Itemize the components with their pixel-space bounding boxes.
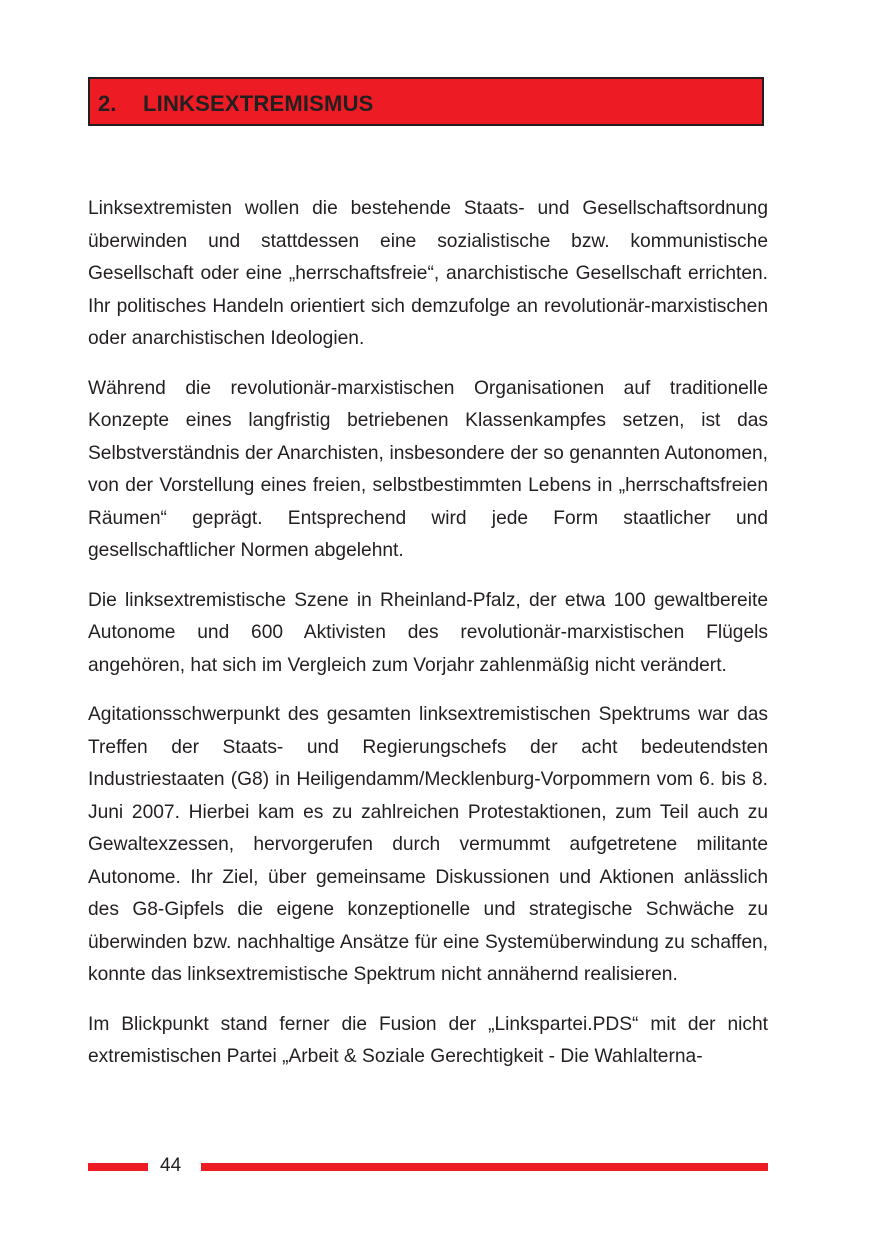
body-text xyxy=(88,193,768,1091)
paragraph-1: Linksextremisten wollen die bestehende Staats- und Gesellschaftsordnung überwinden und stattdessen eine sozialistische bzw. kommunistische Gesellschaft oder eine „herrschaftsfreie“, anarchistische Gesellschaft errichten. Ihr politisches Handeln orientiert sich demzufolge an revolutionär-marxistischen oder anarchistischen Ideologien. xyxy=(88,198,768,349)
chapter-heading xyxy=(88,77,764,126)
footer-bar-left xyxy=(88,1163,148,1171)
page-number: 44 xyxy=(160,1155,182,1176)
chapter-number: 2. xyxy=(98,91,117,116)
footer-bar-right xyxy=(201,1163,768,1171)
chapter-title: LINKSEXTREMISMUS xyxy=(143,91,374,116)
paragraph-5: Im Blickpunkt stand ferner die Fusion der „Linkspartei.PDS“ mit der nicht extremistischen Partei „Arbeit & Soziale Gerechtigkeit - Die Wahlalterna- xyxy=(88,1013,768,1067)
paragraph-3: Die linksextremistische Szene in Rheinland-Pfalz, der etwa 100 gewaltbereite Autonome und 600 Aktivisten des revolutionär-marxistischen Flügels angehören, hat sich im Vergleich zum Vorjahr zahlenmäßig nicht verändert. xyxy=(88,589,768,676)
paragraph-2: Während die revolutionär-marxistischen Organisationen auf traditionelle Konzepte eines langfristig betriebenen Klassenkampfes setzen, ist das Selbstverständnis der Anarchisten, insbesondere der so genannten Autonomen, von der Vorstellung eines freien, selbstbestimmten Lebens in „herrschaftsfreien Räumen“ geprägt. Entsprechend wird jede Form staatlicher und gesellschaftlicher Normen abgelehnt. xyxy=(88,377,768,561)
paragraph-4: Agitationsschwerpunkt des gesamten linksextremistischen Spektrums war das Treffen der Staats- und Regierungschefs der acht bedeutendsten Industriestaaten (G8) in Heiligendamm/Mecklenburg-Vorpommern vom 6. bis 8. Juni 2007. Hierbei kam es zu zahlreichen Protestaktionen, zum Teil auch zu Gewaltexzessen, hervorgerufen durch vermummt aufgetretene militante Autonome. Ihr Ziel, über gemeinsame Diskussionen und Aktionen anlässlich des G8-Gipfels die eigene konzeptionelle und strategische Schwäche zu überwinden bzw. nachhaltige Ansätze für eine Systemüberwindung zu schaffen, konnte das linksextremistische Spektrum nicht annähernd realisieren. xyxy=(88,704,768,985)
